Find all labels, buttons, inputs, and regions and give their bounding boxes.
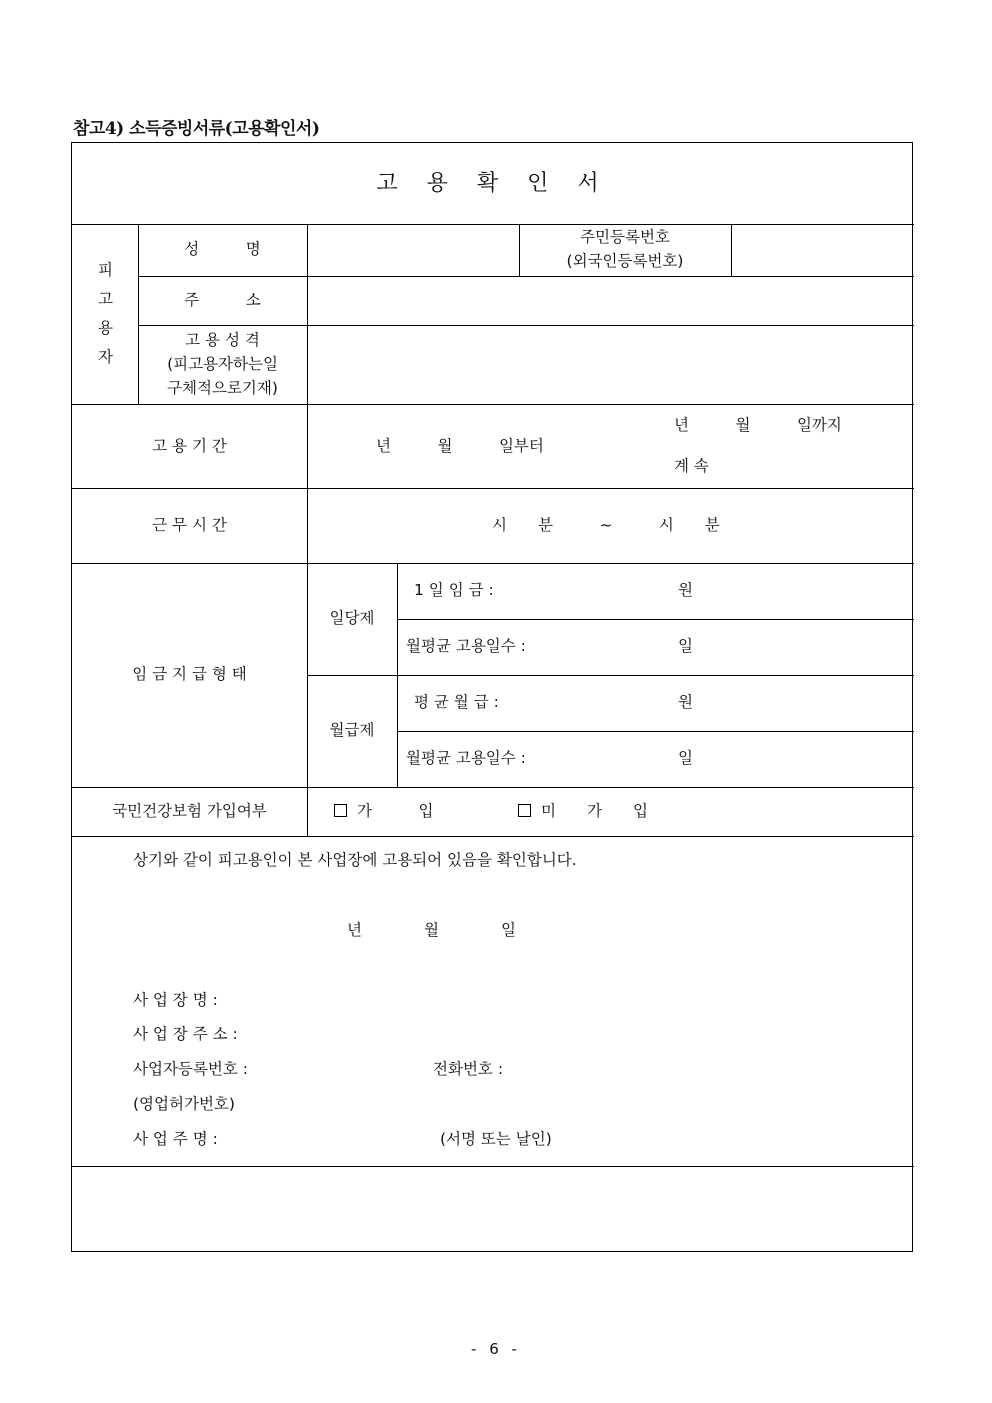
rule — [397, 731, 914, 732]
insurance-no-label: 미 가 입 — [541, 802, 648, 820]
resident-number-field[interactable] — [732, 225, 913, 275]
rule — [72, 836, 914, 837]
business-address-label: 사 업 장 주 소 : — [133, 1025, 238, 1043]
rule — [397, 619, 914, 620]
rule — [72, 404, 914, 405]
daily-wage-label: 일당제 — [329, 609, 375, 627]
insurance-yes-option[interactable] — [334, 804, 433, 820]
page-number: - 6 - — [471, 1340, 521, 1358]
insurance-no-option[interactable] — [518, 804, 648, 820]
name-label: 성 명 — [184, 240, 261, 258]
name-field[interactable] — [308, 225, 518, 275]
work-hours-value: 시 분 ~ 시 분 — [492, 516, 720, 534]
employee-label: 자 — [98, 348, 113, 366]
period-to: 년 월 일까지 — [674, 416, 842, 434]
employment-type-hint: 구체적으로기재) — [167, 379, 278, 397]
rule — [72, 563, 914, 564]
bottom-blank-cell — [72, 1167, 914, 1252]
period-continue: 계 속 — [674, 457, 709, 475]
checkbox-icon[interactable] — [334, 804, 347, 817]
confirmation-statement: 상기와 같이 피고용인이 본 사업장에 고용되어 있음을 확인합니다. — [133, 851, 577, 869]
address-field[interactable] — [308, 277, 913, 324]
period-label: 고 용 기 간 — [152, 437, 227, 455]
day-unit: 일 — [678, 749, 693, 767]
daily-days-label: 월평균 고용일수 : — [406, 637, 526, 655]
won-unit: 원 — [678, 693, 693, 711]
rule — [397, 563, 398, 787]
employment-certificate-form — [71, 142, 913, 1252]
business-name-label: 사 업 장 명 : — [133, 991, 218, 1009]
insurance-yes-label: 가 입 — [357, 802, 434, 820]
rule — [72, 488, 914, 489]
wage-type-label: 임 금 지 급 형 태 — [132, 665, 247, 683]
checkbox-icon[interactable] — [518, 804, 531, 817]
won-unit: 원 — [678, 581, 693, 599]
insurance-label: 국민건강보험 가입여부 — [112, 802, 267, 820]
monthly-wage-amount-label: 평 균 월 급 : — [414, 693, 499, 711]
rule — [72, 787, 914, 788]
monthly-days-label: 월평균 고용일수 : — [406, 749, 526, 767]
employee-label: 고 — [98, 290, 113, 308]
period-from: 년 월 일부터 — [376, 437, 544, 455]
monthly-wage-label: 월급제 — [329, 721, 375, 739]
business-registration-label: 사업자등록번호 : — [133, 1060, 248, 1078]
employment-type-label: 고 용 성 격 — [185, 331, 260, 349]
day-unit: 일 — [678, 637, 693, 655]
owner-name-label: 사 업 주 명 : — [133, 1130, 218, 1148]
reference-heading: 참고4) 소득증빙서류(고용확인서) — [73, 119, 320, 139]
rule — [307, 675, 914, 676]
confirmation-date: 년 월 일 — [347, 921, 516, 939]
employee-label: 피 — [98, 261, 113, 279]
employee-label: 용 — [98, 319, 113, 337]
license-number-label: (영업허가번호) — [133, 1095, 235, 1113]
work-hours-label: 근 무 시 간 — [152, 516, 227, 534]
resident-number-label: 주민등록번호 — [580, 228, 670, 246]
employment-type-field[interactable] — [308, 326, 913, 403]
phone-label: 전화번호 : — [433, 1060, 504, 1078]
daily-wage-amount-label: 1 일 임 금 : — [414, 581, 494, 599]
address-label: 주 소 — [184, 291, 261, 309]
form-title: 고 용 확 인 서 — [376, 171, 610, 196]
signature-note: (서명 또는 날인) — [440, 1130, 552, 1148]
employment-type-hint: (피고용자하는일 — [167, 355, 278, 373]
foreigner-number-label: (외국인등록번호) — [566, 252, 684, 270]
